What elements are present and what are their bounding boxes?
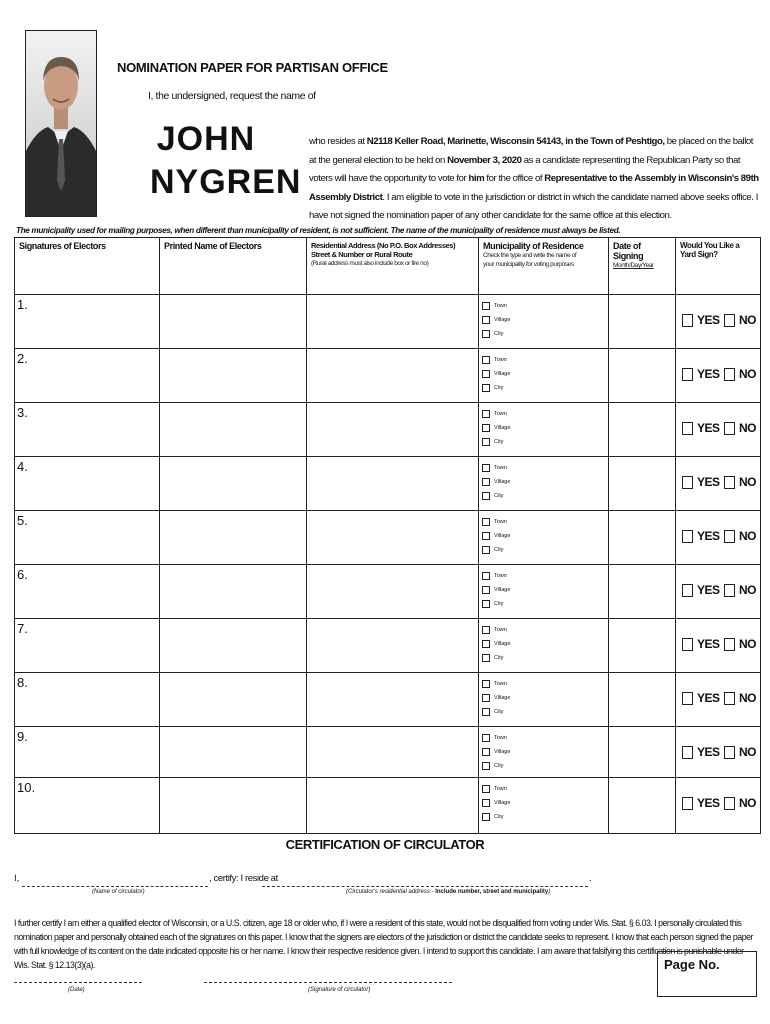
checkbox-icon[interactable] (682, 692, 693, 705)
col-address: Residential Address (No P.O. Box Addresses) Street & Number or Rural Route (Rural address must also include box or fire no) (307, 238, 479, 295)
candidate-portrait-icon (26, 31, 96, 216)
candidate-last-name: NYGREN (150, 162, 302, 201)
checkbox-icon[interactable] (682, 476, 693, 489)
municipality-option-label: Village (494, 587, 511, 593)
election-date: November 3, 2020 (447, 154, 522, 166)
municipality-notice: The municipality used for mailing purposes, when different than municipality of resident, is not sufficient. The name of the municipality of residence must always be listed. (16, 226, 621, 235)
checkbox-icon[interactable] (482, 532, 490, 540)
date-cell[interactable] (609, 349, 676, 403)
yard-sign-cell (676, 349, 761, 403)
yard-sign-yes-label: YES (697, 529, 720, 543)
municipality-option[interactable] (482, 543, 605, 557)
municipality-option-label: City (494, 601, 504, 607)
date-cell[interactable] (609, 619, 676, 673)
municipality-option-label: Town (494, 411, 507, 417)
yard-sign-no-label: NO (739, 475, 756, 489)
yard-sign-yes-label: YES (697, 745, 720, 759)
yard-sign-no-option[interactable] (724, 796, 756, 810)
checkbox-icon[interactable] (482, 330, 490, 338)
address-caption-bold: Include number, street and municipality (435, 889, 549, 895)
yard-sign-cell (676, 727, 761, 778)
certify-period: . (589, 873, 592, 884)
yard-sign-yes-option[interactable] (682, 637, 720, 651)
municipality-option[interactable] (482, 489, 605, 503)
municipality-option[interactable] (482, 677, 605, 691)
municipality-option[interactable] (482, 583, 605, 597)
checkbox-icon[interactable] (482, 600, 490, 608)
address-cell[interactable] (307, 457, 479, 511)
municipality-option-label: Village (494, 425, 511, 431)
address-cell[interactable] (307, 727, 479, 778)
certify-text: , certify: I reside at (209, 873, 278, 884)
address-cell[interactable] (307, 619, 479, 673)
certification-title: CERTIFICATION OF CIRCULATOR (285, 837, 485, 852)
municipality-option[interactable] (482, 745, 605, 759)
checkbox-icon[interactable] (482, 518, 490, 526)
checkbox-icon[interactable] (724, 314, 735, 327)
row-number: 1. (17, 297, 28, 312)
municipality-option[interactable] (482, 313, 605, 327)
checkbox-icon[interactable] (724, 476, 735, 489)
row-number: 7. (17, 621, 28, 636)
col-date: Date of Signing Month/Day/Year (609, 238, 676, 295)
yard-sign-yes-label: YES (697, 637, 720, 651)
signature-cell[interactable] (15, 457, 160, 511)
checkbox-icon[interactable] (724, 746, 735, 759)
row-number: 5. (17, 513, 28, 528)
date-caption: (Date) (68, 987, 85, 993)
municipality-option-label: Village (494, 479, 511, 485)
municipality-option[interactable] (482, 651, 605, 665)
signature-cell[interactable] (15, 673, 160, 727)
municipality-option-label: Village (494, 371, 511, 377)
printed-name-cell[interactable] (160, 403, 307, 457)
signature-caption: (Signature of circulator) (308, 987, 371, 993)
table-row (15, 403, 761, 457)
checkbox-icon[interactable] (482, 654, 490, 662)
candidate-first-name: JOHN (156, 120, 256, 158)
checkbox-icon[interactable] (482, 464, 490, 472)
yard-sign-no-label: NO (739, 529, 756, 543)
municipality-cell[interactable] (479, 349, 609, 403)
municipality-option[interactable] (482, 597, 605, 611)
municipality-option-label: Town (494, 303, 507, 309)
circulator-address-field[interactable] (262, 874, 588, 887)
yard-sign-yes-label: YES (697, 796, 720, 810)
col-signatures: Signatures of Electors (15, 238, 160, 295)
yard-sign-yes-option[interactable] (682, 691, 720, 705)
checkbox-icon[interactable] (482, 640, 490, 648)
municipality-option[interactable] (482, 623, 605, 637)
yard-sign-cell (676, 619, 761, 673)
page-number-box[interactable] (657, 951, 757, 997)
municipality-option[interactable] (482, 796, 605, 810)
checkbox-icon[interactable] (724, 530, 735, 543)
yard-sign-no-option[interactable] (724, 637, 756, 651)
municipality-option[interactable] (482, 353, 605, 367)
table-row (15, 727, 761, 778)
signature-cell[interactable] (15, 619, 160, 673)
col-yard-sign: Would You Like a Yard Sign? (676, 238, 761, 295)
printed-name-cell[interactable] (160, 778, 307, 834)
yard-sign-no-label: NO (739, 421, 756, 435)
checkbox-icon[interactable] (724, 797, 735, 810)
municipality-option[interactable] (482, 367, 605, 381)
municipality-option-label: Village (494, 695, 511, 701)
municipality-option-label: City (494, 655, 504, 661)
col-municipality: Municipality of Residence Check the type and write the name of your municipality for voting purposes (479, 238, 609, 295)
table-row (15, 295, 761, 349)
municipality-option-label: Village (494, 800, 511, 806)
address-caption-end: ) (548, 889, 551, 895)
statement-pronoun: him (468, 173, 485, 185)
table-row (15, 349, 761, 403)
checkbox-icon[interactable] (724, 422, 735, 435)
yard-sign-yes-option[interactable] (682, 367, 720, 381)
yard-sign-yes-label: YES (697, 475, 720, 489)
address-cell[interactable] (307, 295, 479, 349)
row-number: 6. (17, 567, 28, 582)
signature-table (14, 237, 761, 834)
col-printed-name: Printed Name of Electors (160, 238, 307, 295)
checkbox-icon[interactable] (682, 584, 693, 597)
municipality-option-label: City (494, 493, 504, 499)
yard-sign-no-option[interactable] (724, 529, 756, 543)
form-intro: I, the undersigned, request the name of (148, 90, 316, 102)
checkbox-icon[interactable] (482, 424, 490, 432)
yard-sign-cell (676, 511, 761, 565)
address-cell[interactable] (307, 403, 479, 457)
yard-sign-no-label: NO (739, 796, 756, 810)
table-row (15, 565, 761, 619)
checkbox-icon[interactable] (482, 785, 490, 793)
yard-sign-cell (676, 457, 761, 511)
statement-text: as a candidate representing the Republican Party so that voters will have the opportunity to vote for (309, 154, 741, 185)
municipality-option[interactable] (482, 299, 605, 313)
municipality-option[interactable] (482, 381, 605, 395)
checkbox-icon[interactable] (482, 384, 490, 392)
municipality-option[interactable] (482, 515, 605, 529)
date-cell[interactable] (609, 673, 676, 727)
checkbox-icon[interactable] (482, 586, 490, 594)
yard-sign-no-label: NO (739, 691, 756, 705)
municipality-option[interactable] (482, 407, 605, 421)
name-caption: (Name of circulator) (92, 889, 145, 895)
printed-name-cell[interactable] (160, 457, 307, 511)
checkbox-icon[interactable] (482, 478, 490, 486)
printed-name-cell[interactable] (160, 349, 307, 403)
yard-sign-yes-label: YES (697, 313, 720, 327)
yard-sign-yes-option[interactable] (682, 583, 720, 597)
statement-text: for the office of (484, 173, 545, 185)
municipality-option[interactable] (482, 731, 605, 745)
checkbox-icon[interactable] (482, 626, 490, 634)
municipality-option-label: Village (494, 749, 511, 755)
municipality-option[interactable] (482, 691, 605, 705)
page-number-label: Page No. (664, 957, 720, 972)
signature-cell[interactable] (15, 295, 160, 349)
yard-sign-no-label: NO (739, 583, 756, 597)
yard-sign-yes-option[interactable] (682, 529, 720, 543)
yard-sign-yes-label: YES (697, 421, 720, 435)
yard-sign-no-option[interactable] (724, 745, 756, 759)
table-row (15, 511, 761, 565)
municipality-cell[interactable] (479, 295, 609, 349)
candidate-statement (309, 133, 761, 226)
printed-name-cell[interactable] (160, 565, 307, 619)
yard-sign-yes-label: YES (697, 691, 720, 705)
candidate-name (150, 118, 302, 203)
yard-sign-yes-option[interactable] (682, 745, 720, 759)
printed-name-cell[interactable] (160, 619, 307, 673)
municipality-option[interactable] (482, 637, 605, 651)
checkbox-icon[interactable] (482, 734, 490, 742)
yard-sign-yes-option[interactable] (682, 475, 720, 489)
municipality-option-label: Town (494, 786, 507, 792)
yard-sign-yes-option[interactable] (682, 796, 720, 810)
yard-sign-no-option[interactable] (724, 421, 756, 435)
checkbox-icon[interactable] (482, 813, 490, 821)
table-row (15, 673, 761, 727)
date-cell[interactable] (609, 727, 676, 778)
date-cell[interactable] (609, 457, 676, 511)
office-name: Representative to the Assembly in Wisconsin's 89th Assembly District (309, 173, 759, 203)
yard-sign-no-option[interactable] (724, 691, 756, 705)
date-cell[interactable] (609, 403, 676, 457)
municipality-cell[interactable] (479, 457, 609, 511)
circulator-lead: I, (14, 873, 20, 884)
municipality-cell[interactable] (479, 511, 609, 565)
table-row (15, 619, 761, 673)
yard-sign-cell (676, 295, 761, 349)
printed-name-cell[interactable] (160, 673, 307, 727)
row-number: 4. (17, 459, 28, 474)
signature-cell[interactable] (15, 349, 160, 403)
table-row (15, 778, 761, 834)
yard-sign-no-option[interactable] (724, 313, 756, 327)
municipality-option-label: Village (494, 317, 511, 323)
yard-sign-cell (676, 778, 761, 834)
municipality-option-label: Village (494, 641, 511, 647)
checkbox-icon[interactable] (482, 572, 490, 580)
yard-sign-no-option[interactable] (724, 475, 756, 489)
checkbox-icon[interactable] (482, 748, 490, 756)
date-field[interactable] (14, 970, 142, 983)
municipality-option-label: City (494, 439, 504, 445)
date-cell[interactable] (609, 511, 676, 565)
municipality-option[interactable] (482, 810, 605, 824)
signature-cell[interactable] (15, 403, 160, 457)
municipality-option[interactable] (482, 327, 605, 341)
date-cell[interactable] (609, 565, 676, 619)
row-number: 10. (17, 780, 36, 795)
checkbox-icon[interactable] (724, 584, 735, 597)
signature-cell[interactable] (15, 727, 160, 778)
checkbox-icon[interactable] (724, 692, 735, 705)
signature-cell[interactable] (15, 778, 160, 834)
municipality-option-label: City (494, 331, 504, 337)
checkbox-icon[interactable] (482, 680, 490, 688)
table-row (15, 457, 761, 511)
checkbox-icon[interactable] (724, 368, 735, 381)
statement-text: . I am eligible to vote in the jurisdiction or district in which the candidate named above seeks office. I have not signed the nomination paper of any other candidate for the same office at this election. (309, 191, 758, 222)
checkbox-icon[interactable] (724, 638, 735, 651)
checkbox-icon[interactable] (682, 746, 693, 759)
checkbox-icon[interactable] (482, 316, 490, 324)
yard-sign-no-option[interactable] (724, 583, 756, 597)
printed-name-cell[interactable] (160, 295, 307, 349)
municipality-option[interactable] (482, 705, 605, 719)
yard-sign-no-label: NO (739, 313, 756, 327)
yard-sign-yes-label: YES (697, 583, 720, 597)
checkbox-icon[interactable] (482, 762, 490, 770)
address-cell[interactable] (307, 673, 479, 727)
checkbox-icon[interactable] (482, 370, 490, 378)
printed-name-cell[interactable] (160, 511, 307, 565)
checkbox-icon[interactable] (482, 546, 490, 554)
yard-sign-yes-option[interactable] (682, 421, 720, 435)
municipality-option-label: Town (494, 465, 507, 471)
yard-sign-no-label: NO (739, 367, 756, 381)
table-header (15, 238, 761, 295)
yard-sign-cell (676, 673, 761, 727)
row-number: 9. (17, 729, 28, 744)
municipality-option-label: City (494, 547, 504, 553)
municipality-option[interactable] (482, 461, 605, 475)
checkbox-icon[interactable] (482, 492, 490, 500)
yard-sign-no-label: NO (739, 637, 756, 651)
yard-sign-cell (676, 565, 761, 619)
yard-sign-no-label: NO (739, 745, 756, 759)
municipality-option[interactable] (482, 782, 605, 796)
municipality-option-label: City (494, 385, 504, 391)
date-cell[interactable] (609, 295, 676, 349)
municipality-option-label: City (494, 763, 504, 769)
checkbox-icon[interactable] (682, 422, 693, 435)
checkbox-icon[interactable] (682, 797, 693, 810)
certification-text: I further certify I am either a qualified elector of Wisconsin, or a U.S. citizen, age 18 or older who, if I were a resident of this state, would not be disqualified from voting under Wis. Stat. § 6.03. I personally circulated this nomination paper and personally obtained each of the signatures on this paper. I know that the signers are electors of the jurisdiction or district the candidate seeks to represent. I know that each person signed the paper with full knowledge of its content on the date indicated opposite his or her name. I know their respective residence given. I intend to support this candidate. I am aware that falsifying this certification is punishable under Wis. Stat. § 12.13(3)(a). (14, 918, 753, 970)
address-cell[interactable] (307, 565, 479, 619)
municipality-option-label: Town (494, 735, 507, 741)
checkbox-icon[interactable] (482, 799, 490, 807)
municipality-cell[interactable] (479, 403, 609, 457)
signature-cell[interactable] (15, 565, 160, 619)
yard-sign-cell (676, 403, 761, 457)
municipality-cell[interactable] (479, 727, 609, 778)
date-cell[interactable] (609, 778, 676, 834)
checkbox-icon[interactable] (682, 530, 693, 543)
checkbox-icon[interactable] (482, 410, 490, 418)
municipality-cell[interactable] (479, 778, 609, 834)
candidate-address: N2118 Keller Road, Marinette, Wisconsin 54143, in the Town of Peshtigo, (366, 136, 665, 147)
municipality-option[interactable] (482, 421, 605, 435)
statement-text: who resides at (309, 136, 367, 147)
circulator-name-field[interactable] (22, 874, 208, 887)
signature-field[interactable] (204, 970, 452, 983)
address-cell[interactable] (307, 349, 479, 403)
form-title: NOMINATION PAPER FOR PARTISAN OFFICE (117, 60, 388, 75)
printed-name-cell[interactable] (160, 727, 307, 778)
yard-sign-yes-label: YES (697, 367, 720, 381)
municipality-cell[interactable] (479, 619, 609, 673)
checkbox-icon[interactable] (482, 708, 490, 716)
address-cell[interactable] (307, 511, 479, 565)
yard-sign-yes-option[interactable] (682, 313, 720, 327)
checkbox-icon[interactable] (682, 638, 693, 651)
checkbox-icon[interactable] (682, 368, 693, 381)
municipality-option-label: City (494, 709, 504, 715)
municipality-option-label: Village (494, 533, 511, 539)
row-number: 8. (17, 675, 28, 690)
municipality-option-label: City (494, 814, 504, 820)
municipality-cell[interactable] (479, 565, 609, 619)
checkbox-icon[interactable] (482, 356, 490, 364)
address-caption: (Circulator's residential address - (346, 889, 434, 895)
checkbox-icon[interactable] (482, 302, 490, 310)
checkbox-icon[interactable] (482, 438, 490, 446)
row-number: 2. (17, 351, 28, 366)
municipality-option[interactable] (482, 569, 605, 583)
signature-cell[interactable] (15, 511, 160, 565)
municipality-option-label: Town (494, 573, 507, 579)
municipality-cell[interactable] (479, 673, 609, 727)
municipality-option[interactable] (482, 529, 605, 543)
municipality-option[interactable] (482, 475, 605, 489)
row-number: 3. (17, 405, 28, 420)
statement-text: be placed on the ballot at the general election to be held on (309, 136, 753, 166)
municipality-option-label: Town (494, 519, 507, 525)
address-cell[interactable] (307, 778, 479, 834)
municipality-option[interactable] (482, 435, 605, 449)
municipality-option-label: Town (494, 681, 507, 687)
yard-sign-no-option[interactable] (724, 367, 756, 381)
checkbox-icon[interactable] (682, 314, 693, 327)
candidate-photo (25, 30, 97, 217)
checkbox-icon[interactable] (482, 694, 490, 702)
municipality-option[interactable] (482, 759, 605, 773)
municipality-option-label: Town (494, 357, 507, 363)
municipality-option-label: Town (494, 627, 507, 633)
